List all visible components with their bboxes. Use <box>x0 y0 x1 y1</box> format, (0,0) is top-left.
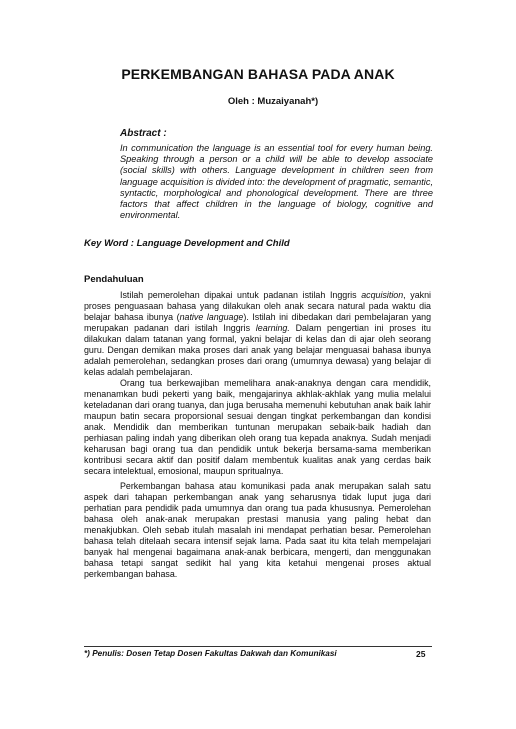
term-native-language: native language <box>179 312 244 322</box>
body-text <box>84 290 431 580</box>
paragraph-1-part-d: Dalam pengertian ini proses itu dilakukan dalam tatanan yang formal, yakni belajar di kelas dan di ajar oleh seorang guru. Dengan demikan maka proses dari anak yang belajar menguasai bahasa ibunya adalah pemerolehan, sedangkan proses dari orang (umumnya dewasa) yang belajar di kelas adalah pembelajaran. <box>84 323 431 377</box>
term-acquisition: acquisition <box>361 290 404 300</box>
paragraph-1-part-b: , yakni proses penguasaan bahasa yang dilakukan oleh anak secara natural pada waktu dia belajar bahasa ibunya ( <box>84 290 432 322</box>
author-line: Oleh : Muzaiyanah*) <box>227 96 319 107</box>
paragraph-1-part-c: ). Istilah ini dibedakan dari pembelajaran yang merupakan padanan dari istilah Inggris <box>84 312 432 333</box>
keywords-line: Key Word : Language Development and Child <box>84 238 290 249</box>
footnote: *) Penulis: Dosen Tetap Dosen Fakultas Dakwah dan Komunikasi <box>84 649 337 658</box>
paragraph-3: Perkembangan bahasa atau komunikasi pada anak merupakan salah satu aspek dari tahapan perkembangan anak yang seharusnya tidak luput juga dari perhatian para pendidik pada umumnya dan orang tua pada khususnya. Pemerolehan bahasa oleh anak-anak merupakan prestasi manusia yang paling hebat dan menakjubkan. Oleh sebab itulah masalah ini mendapat perhatian besar. Pemerolehan bahasa telah ditelaah secara intensif sejak lama. Pada saat itu kita telah mempelajari banyak hal mengenai bagaimana anak-anak berbicara, mengerti, dan menggunakan bahasa tetapi sangat sedikit hal yang kita ketahui mengenai proses aktual perkembangan bahasa. <box>84 481 431 579</box>
paragraph-2: Orang tua berkewajiban memelihara anak-anaknya dengan cara mendidik, menanamkan budi pekerti yang baik, mengajarinya akhlak-akhlak yang mulia melalui keteladanan dari orang tuanya, dan juga berusaha memenuhi kebutuhan anak baik lahir maupun batin secara proporsional sesuai dengan tingkat perkembangan dan kondisi anak. Mendidik dan memberikan tuntunan merupakan sebaik-baik hadiah dan perhiasan paling indah yang diberikan oleh orang tua kepada anaknya. Sudah menjadi keharusan bagi orang tua dan pendidik untuk bekerja bersama-sama memberikan kontribusi secara aktif dan positif dalam membentuk kualitas anak yang cerdas baik secara intelektual, emosional, maupun spritualnya. <box>84 378 431 476</box>
term-learning: learning. <box>255 323 290 333</box>
footnote-divider <box>84 646 432 647</box>
section-heading: Pendahuluan <box>84 274 144 285</box>
abstract-block <box>120 128 433 221</box>
page-number: 25 <box>416 649 426 659</box>
paragraph-1-part-a: Istilah pemerolehan dipakai untuk padanan istilah Inggris <box>120 290 362 300</box>
abstract-text: In communication the language is an essential tool for every human being. Speaking through a person or a child will be able to develop associate (social skills) with others. Language development in children seen from language acquisition is divided into: the development of pragmatic, semantic, syntactic, morphological and phonological development. There are three factors that affect children in the language of biology, cognitive and environmental. <box>120 143 433 221</box>
paper-title: PERKEMBANGAN BAHASA PADA ANAK <box>121 66 395 82</box>
paragraph-1 <box>84 290 431 378</box>
abstract-heading: Abstract : <box>120 128 167 139</box>
